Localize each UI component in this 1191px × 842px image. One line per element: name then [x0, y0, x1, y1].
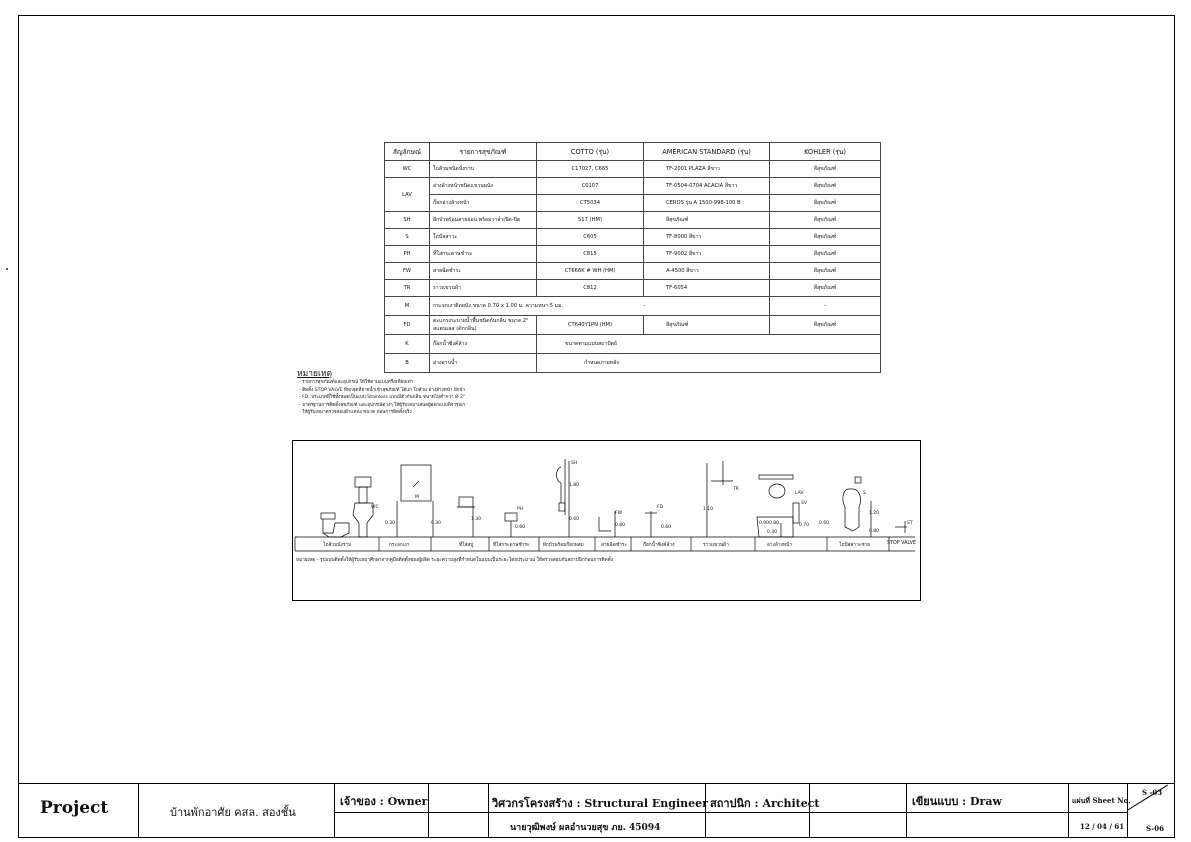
margin-mark — [6, 268, 8, 270]
table-row — [385, 178, 881, 195]
elevation-label-paper-holder: ที่ใส่กระดาษชำระ — [493, 543, 530, 548]
elevation-label-stop-valve: STOP VALVE — [887, 541, 916, 546]
elevation-label-sink-faucet: ก๊อกน้ำซิงค์ล้าง — [643, 543, 675, 548]
elevation-label-urinal: โถปัสสาวะชาย — [839, 543, 871, 548]
sheet-ref: S -03 — [1142, 788, 1163, 797]
elevation-label-mirror: กระจกเงา — [389, 543, 410, 548]
engineer-label: วิศวกรโครงสร้าง : Structural Engineer — [492, 797, 708, 810]
fixture-kohler: สีสุขภัณฑ์ — [770, 229, 881, 246]
fixture-name: กระจกเงาติดผนัง ขนาด 0.70 x 1.00 ม. ความหนา 5 มม. — [430, 297, 644, 316]
dimension-label: 0.30 — [431, 521, 442, 526]
draw-label: เขียนแบบ : Draw — [912, 795, 1002, 808]
dimension-label: 1.80 — [569, 483, 580, 488]
fixture-tag: FW — [615, 511, 623, 516]
table-row — [385, 195, 881, 212]
elevation-label-towel-rail: ราวแขวนผ้า — [703, 543, 729, 548]
engineer-name: นายวุฒิพงษ์ ผลอำนวยสุข ภย. 45094 — [510, 823, 661, 833]
dimension-label: 0.60 — [661, 525, 672, 530]
sheet-no-label: แผ่นที่ Sheet No. — [1072, 796, 1131, 805]
dimension-label: 0.80 — [615, 523, 626, 528]
fixture-tag: LAV — [795, 491, 804, 496]
fixture-span-note: กำหนดภายหลัง — [537, 354, 881, 373]
fixture-name: ที่ใส่กระดาษชำระ — [430, 246, 537, 263]
elevation-label-soap: ที่ใส่สบู่ — [459, 543, 474, 548]
project-label: Project — [40, 798, 109, 818]
fixture-cotto: CT666K # WH (HM) — [537, 263, 644, 280]
fixture-code: FD — [385, 316, 430, 335]
fixture-kohler: สีสุขภัณฑ์ — [770, 246, 881, 263]
dimension-label: 0.30 — [385, 521, 396, 526]
fixture-name: อ่างล้างหน้าชนิดแขวนผนัง — [430, 178, 537, 195]
table-row — [385, 280, 881, 297]
fixture-american: TF-0504-0704 ACACIA สีขาว — [644, 178, 770, 195]
fixture-kohler: สีสุขภัณฑ์ — [770, 195, 881, 212]
fixture-american: A-4500 สีขาว — [644, 263, 770, 280]
fixture-span-note: ขนาดตามแบบสถาปัตย์ — [537, 335, 881, 354]
fixture-tag: SV — [801, 501, 807, 506]
fixture-kohler: สีสุขภัณฑ์ — [770, 316, 881, 335]
elevation-label-wc: โถส้วมนั่งราบ — [323, 543, 352, 548]
header-american-standard: AMERICAN STANDARD (รุ่น) — [644, 143, 770, 161]
table-row — [385, 335, 881, 354]
fixture-american: - — [644, 297, 770, 316]
table-row — [385, 263, 881, 280]
diagram-note: หมายเหตุ - รูปแบบติดตั้งให้ผู้รับเหมาศึกษาจากคู่มือติดตั้งของผู้ผลิต ระยะความสูงที่กำหนดในแบบเป็นระยะโดยประมาณ ให้ตรวจสอบกับสถาปนิกก่อนการติดตั้ง — [296, 558, 613, 563]
project-name: บ้านพักอาศัย คสล. สองชั้น — [170, 806, 296, 819]
table-row — [385, 229, 881, 246]
dimension-label: 0.60 — [819, 521, 830, 526]
fixture-kohler: สีสุขภัณฑ์ — [770, 212, 881, 229]
fixture-american: TF-9002 สีขาว — [644, 246, 770, 263]
fixture-tag: TR — [733, 487, 739, 492]
fixture-code: WC — [385, 161, 430, 178]
note-line: - FD. ประเภทที่ใช้ทั้งหมดเป็นแบบ Stainless แบบมีตัวกันกลิ่น ขนาดไม่ต่ำกว่า Ø 2" — [299, 395, 466, 401]
fixture-name: ฝักบัวพร้อมสายอ่อน พร้อมวาล์วเปิด-ปิด — [430, 212, 537, 229]
fixture-tag: M — [415, 495, 419, 500]
dimension-label: 0.90 — [759, 521, 770, 526]
fixture-kohler: สีสุขภัณฑ์ — [770, 161, 881, 178]
fixture-tag: WC — [371, 505, 379, 510]
fixture-cotto: C605 — [537, 229, 644, 246]
fixture-name: ตะแกรงระบายน้ำพื้นชนิดกันกลิ่น ขนาด 2" สแตนเลส (ดักกลิ่น) — [430, 316, 537, 335]
header-kohler: KOHLER (รุ่น) — [770, 143, 881, 161]
fixture-name: ก๊อกอ่างล้างหน้า — [430, 195, 537, 212]
fixture-american: TF-2001 PLAZA สีขาว — [644, 161, 770, 178]
note-line: - ให้ผู้รับเหมาตรวจสอบตำแหน่ง ขนาด ก่อนการติดตั้งจริง — [299, 410, 412, 416]
architect-label: สถาปนิก : Architect — [710, 797, 820, 810]
fixture-cotto: C815 — [537, 246, 644, 263]
elevation-label-basin: อ่างล้างหน้า — [767, 543, 793, 548]
fixture-tag: FD — [657, 505, 664, 510]
fixtures-table — [384, 142, 881, 373]
fixture-code: SH — [385, 212, 430, 229]
table-row — [385, 161, 881, 178]
dimension-label: 1.10 — [703, 507, 714, 512]
dimension-label: 0.80 — [869, 529, 880, 534]
fixture-code: M — [385, 297, 430, 316]
fixture-code: PH — [385, 246, 430, 263]
fixture-american: สีสุขภัณฑ์ — [644, 212, 770, 229]
fixture-code: TR — [385, 280, 430, 297]
fixture-code: K — [385, 335, 430, 354]
fixture-kohler: สีสุขภัณฑ์ — [770, 178, 881, 195]
notes-list — [299, 379, 465, 417]
fixture-cotto: S17 (HM) — [537, 212, 644, 229]
header-symbol: สัญลักษณ์ — [385, 143, 430, 161]
fixtures-header-row — [385, 143, 881, 161]
fixture-kohler: สีสุขภัณฑ์ — [770, 280, 881, 297]
dimension-label: 0.30 — [767, 530, 778, 535]
fixture-tag: ST — [907, 521, 913, 526]
elevation-label-spray: สายฉีดชำระ — [601, 543, 627, 548]
dimension-label: 1.20 — [869, 511, 880, 516]
dimension-label: 0.70 — [799, 523, 810, 528]
table-row — [385, 297, 881, 316]
table-row — [385, 212, 881, 229]
dimension-label: 0.80 — [769, 521, 780, 526]
fixture-tag: PH — [517, 507, 524, 512]
fixture-kohler: สีสุขภัณฑ์ — [770, 263, 881, 280]
fixture-code: S — [385, 229, 430, 246]
fixture-american: สีสุขภัณฑ์ — [644, 316, 770, 335]
table-row — [385, 354, 881, 373]
fixture-name: สายฉีดชำระ — [430, 263, 537, 280]
owner-label: เจ้าของ : Owner — [340, 795, 428, 808]
fixture-code: FW — [385, 263, 430, 280]
fixture-cotto: CT5034 — [537, 195, 644, 212]
dimension-label: 1.30 — [471, 517, 482, 522]
title-block — [18, 783, 1175, 838]
header-item: รายการสุขภัณฑ์ — [430, 143, 537, 161]
fixture-code: LAV — [385, 178, 430, 212]
fixture-name: โถปัสสาวะ — [430, 229, 537, 246]
fixture-cotto: CT640Y1PN (HM) — [537, 316, 644, 335]
fixture-name: ราวแขวนผ้า — [430, 280, 537, 297]
fixture-tag: SH — [571, 461, 578, 466]
fixture-cotto: C0107 — [537, 178, 644, 195]
table-row — [385, 316, 881, 335]
fixture-name: อ่างอาบน้ำ — [430, 354, 537, 373]
drawing-sheet-border — [18, 15, 1175, 838]
dimension-label: 0.60 — [569, 517, 580, 522]
fixture-cotto: C17027, C665 — [537, 161, 644, 178]
table-row — [385, 246, 881, 263]
note-line: - รายการสุขภัณฑ์และอุปกรณ์ ให้ใช้ตามแบบหรือเทียบเท่า — [299, 380, 414, 385]
fixture-kohler: - — [770, 297, 881, 316]
header-cotto: COTTO (รุ่น) — [537, 143, 644, 161]
dimension-label: 0.60 — [515, 525, 526, 530]
sheet-number: S-06 — [1146, 824, 1164, 833]
note-line: - มาตรฐานการติดตั้งสุขภัณฑ์ และอุปกรณ์ต่างๆ ให้ผู้รับเหมาเสนอผู้ออกแบบพิจารณา — [299, 402, 466, 408]
fixture-code: B — [385, 354, 430, 373]
note-line: - ติดตั้ง STOP VALVE ที่ทุกจุดที่จ่ายน้ำเข้าสุขภัณฑ์ ได้แก่ โถส้วม อ่างล้างหน้า ฝักบัว — [299, 387, 465, 393]
fixture-name: ก๊อกน้ำซิงค์ล้าง — [430, 335, 537, 354]
fixture-name: โถส้วมชนิดนั่งราบ — [430, 161, 537, 178]
fixture-elevation-diagram — [292, 440, 921, 601]
fixture-american: TF-6054 — [644, 280, 770, 297]
notes-title: หมายเหตุ — [297, 369, 332, 379]
fixture-cotto: C812 — [537, 280, 644, 297]
fixture-tag: S — [863, 491, 866, 496]
date: 12 / 04 / 61 — [1080, 822, 1125, 831]
elevation-label-shower: ฝักบัวพร้อมก๊อกผสม — [543, 543, 584, 548]
fixture-american: CEROS รุ่น A 1500-998-100 B — [644, 195, 770, 212]
fixture-american: TF-8000 สีขาว — [644, 229, 770, 246]
